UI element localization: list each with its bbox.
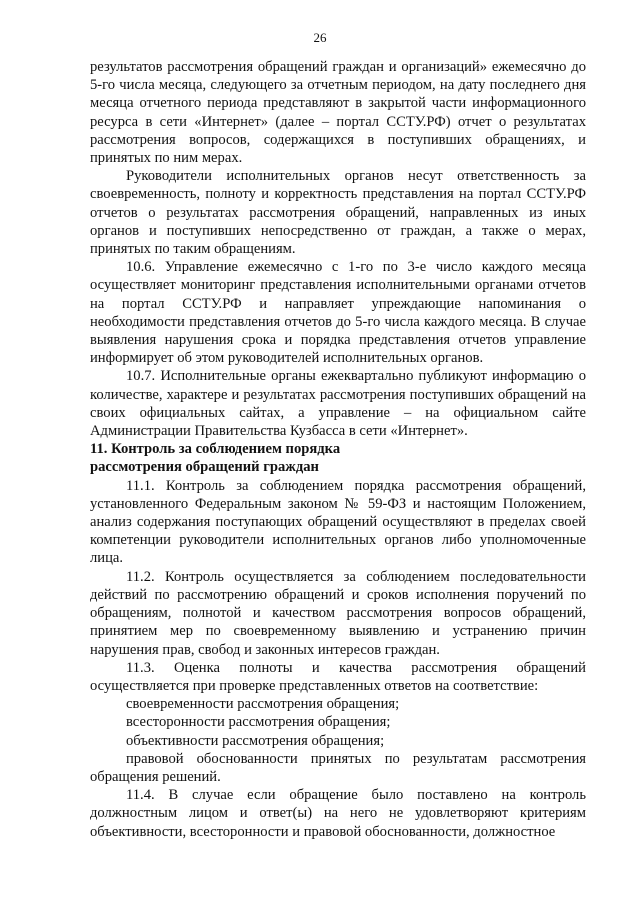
page-number: 26 bbox=[313, 30, 327, 45]
paragraph-managers-responsibility: Руководители исполнительных органов несут ответственность за своевременность, полноту и корректность представления на портал ССТУ.РФ отчетов о результатах рассмотрения обращений, направленных из иных органов и поступивших непосредственно от граждан, а также о мерах, принятых по таким обращениям. bbox=[90, 168, 586, 258]
criteria-item-timeliness: своевременности рассмотрения обращения; bbox=[126, 696, 400, 713]
criteria-item-comprehensiveness: всесторонности рассмотрения обращения; bbox=[126, 714, 391, 731]
criteria-item-legal-validity: правовой обоснованности принятых по результатам рассмотрения обращения решений. bbox=[90, 750, 586, 785]
paragraph-11-1: 11.1. Контроль за соблюдением порядка рассмотрения обращений, установленного Федеральным законом № 59-ФЗ и настоящим Положением, анализ содержания поступающих обращений осуществляют в пределах своей компетенции руководители исполнительных органов либо уполномоченные лица. bbox=[90, 477, 586, 567]
section-title-line-1: 11. Контроль за соблюдением порядка bbox=[90, 441, 341, 458]
paragraph-10-7: 10.7. Исполнительные органы ежеквартально публикуют информацию о количестве, характере и результатах рассмотрения поступивших обращений на своих официальных сайтах, а управление – на официальном сайте Администрации Правительства Кузбасса в сети «Интернет». bbox=[90, 368, 586, 440]
paragraph-11-2: 11.2. Контроль осуществляется за соблюдением последовательности действий по рассмотрению обращений и сроков исполнения поручений по обращениям, полнотой и качеством рассмотрения вопросов обращений, принятием мер по своевременному выявлению и устранению причин нарушения прав, свобод и законных интересов граждан. bbox=[90, 568, 586, 658]
paragraph-11-4: 11.4. В случае если обращение было поставлено на контроль должностным лицом и ответ(ы) на него не удовлетворяют критериям объективности, всесторонности и правовой обоснованности, должностное bbox=[90, 787, 586, 840]
paragraph-11-3: 11.3. Оценка полноты и качества рассмотрения обращений осуществляется при проверке представленных ответов на соответствие: bbox=[90, 659, 586, 694]
paragraph-10-6: 10.6. Управление ежемесячно с 1-го по 3-е число каждого месяца осуществляет мониторинг представления исполнительными органами отчетов на портал ССТУ.РФ и направляет упреждающие напоминания о необходимости представления отчетов до 5-го числа каждого месяца. В случае выявления нарушения срока и порядка представления отчетов управление информирует об этом руководителей исполнительных органов. bbox=[90, 259, 586, 367]
document-body bbox=[90, 58, 586, 841]
section-title bbox=[90, 440, 586, 476]
section-title-line-2: рассмотрения обращений граждан bbox=[90, 459, 319, 476]
criteria-item-objectivity: объективности рассмотрения обращения; bbox=[126, 732, 385, 749]
paragraph-continuation: результатов рассмотрения обращений граждан и организаций» ежемесячно до 5-го числа месяца, следующего за отчетным периодом, на дату последнего дня месяца отчетного периода представляют в закрытой части информационного ресурса в сети «Интернет» (далее – портал ССТУ.РФ) отчет о результатах рассмотрения вопросов, содержащихся в поступивших обращениях, и принятых по ним мерах. bbox=[90, 59, 586, 167]
